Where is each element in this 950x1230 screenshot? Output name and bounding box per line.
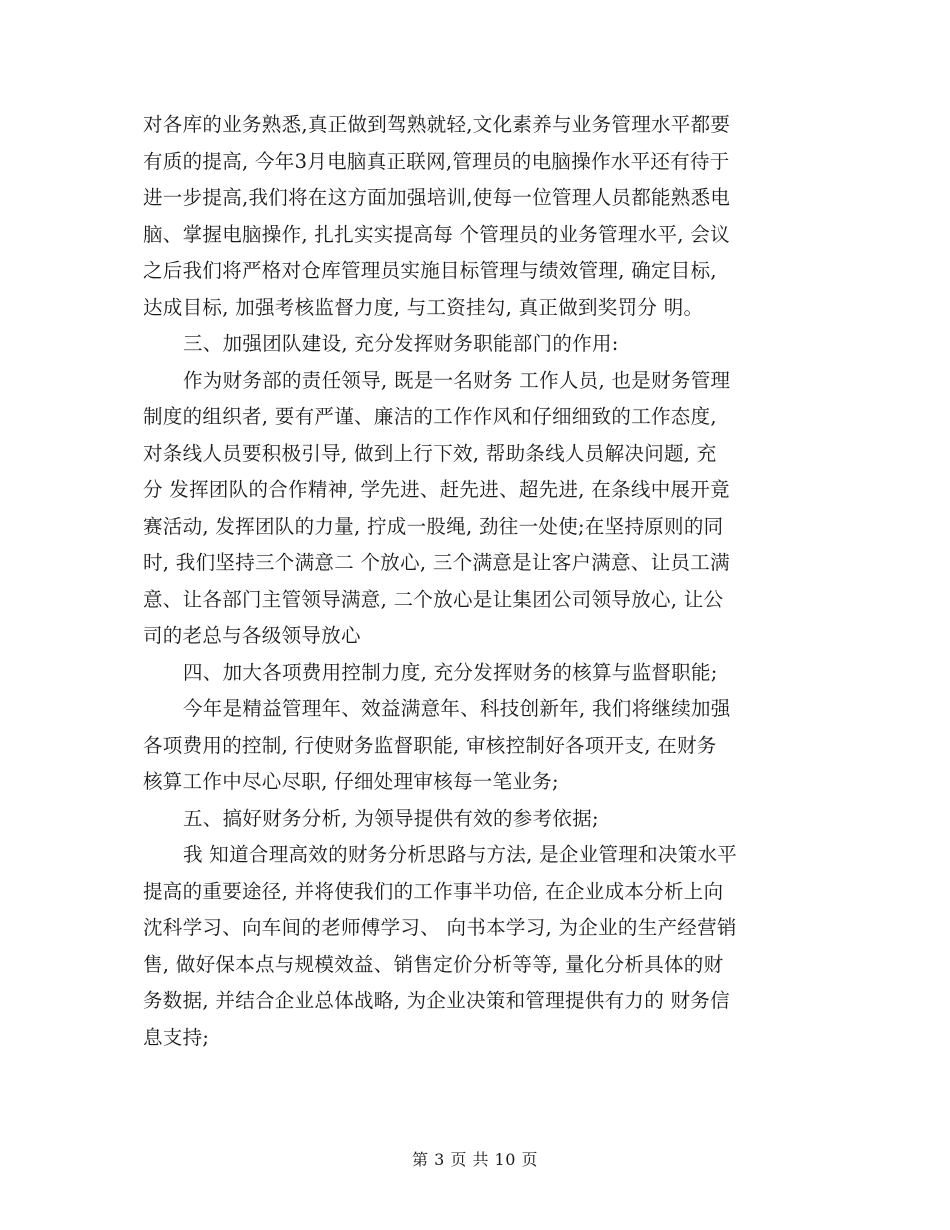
text-line: 对各库的业务熟悉,真正做到驾熟就轻,文化素养与业务管理水平都要 bbox=[143, 113, 731, 136]
document-body bbox=[143, 107, 807, 1056]
text-line: 沈科学习、向车间的老师傅学习、 向书本学习, 为企业的生产经营销 bbox=[143, 916, 737, 939]
text-line: 核算工作中尽心尽职, 仔细处理审核每一笔业务; bbox=[143, 770, 559, 793]
text-line: 各项费用的控制, 行使财务监督职能, 审核控制好各项开支, 在财务 bbox=[143, 733, 717, 757]
text-line: 今年是精益管理年、效益满意年、科技创新年, 我们将继续加强 bbox=[183, 697, 731, 720]
text-line: 务数据, 并结合企业总体战略, 为企业决策和管理提供有力的 财务信 bbox=[143, 989, 730, 1012]
text-line: 意、让各部门主管领导满意, 二个放心是让集团公司领导放心, 让公 bbox=[143, 587, 724, 611]
text-line: 司的老总与各级领导放心 bbox=[143, 624, 361, 647]
text-line: 有质的提高, 今年3月电脑真正联网,管理员的电脑操作水平还有待于 bbox=[143, 149, 730, 173]
text-line: 分 发挥团队的合作精神, 学先进、赶先进、超先进, 在条线中展开竟 bbox=[143, 478, 730, 501]
text-line: 脑、掌握电脑操作, 扎扎实实提高每 个管理员的业务管理水平, 会议 bbox=[143, 222, 730, 246]
text-line: 四、加大各项费用控制力度, 充分发挥财务的核算与监督职能; bbox=[183, 660, 718, 684]
text-line: 达成目标, 加强考核监督力度, 与工资挂勾, 真正做到奖罚分 明。 bbox=[143, 295, 704, 319]
text-line: 作为财务部的责任领导, 既是一名财务 工作人员, 也是财务管理 bbox=[183, 368, 731, 392]
text-line: 息支持; bbox=[143, 1025, 210, 1049]
page-footer: 第 3 页 共 10 页 bbox=[412, 1150, 538, 1169]
text-line: 售, 做好保本点与规模效益、销售定价分析等等, 量化分析具体的财 bbox=[143, 952, 724, 976]
text-line: 赛活动, 发挥团队的力量, 拧成一股绳, 劲往一处使;在坚持原则的同 bbox=[143, 514, 724, 538]
text-line: 对条线人员要积极引导, 做到上行下效, 帮助条线人员解决问题, 充 bbox=[143, 441, 717, 465]
text-line: 制度的组织者, 要有严谨、廉洁的工作作风和仔细细致的工作态度, bbox=[143, 405, 717, 428]
text-line: 时, 我们坚持三个满意二 个放心, 三个满意是让客户满意、让员工满 bbox=[143, 551, 730, 574]
text-line: 进一步提高,我们将在这方面加强培训,使每一位管理人员都能熟悉电 bbox=[143, 186, 731, 209]
text-line: 三、加强团队建设, 充分发挥财务职能部门的作用: bbox=[183, 332, 619, 355]
text-line: 提高的重要途径, 并将使我们的工作事半功倍, 在企业成本分析上向 bbox=[143, 879, 724, 903]
text-line: 我 知道合理高效的财务分析思路与方法, 是企业管理和决策水平 bbox=[183, 843, 738, 866]
text-line: 之后我们将严格对仓库管理员实施目标管理与绩效管理, 确定目标, bbox=[143, 259, 717, 282]
text-line: 五、搞好财务分析, 为领导提供有效的参考依据; bbox=[183, 806, 599, 830]
